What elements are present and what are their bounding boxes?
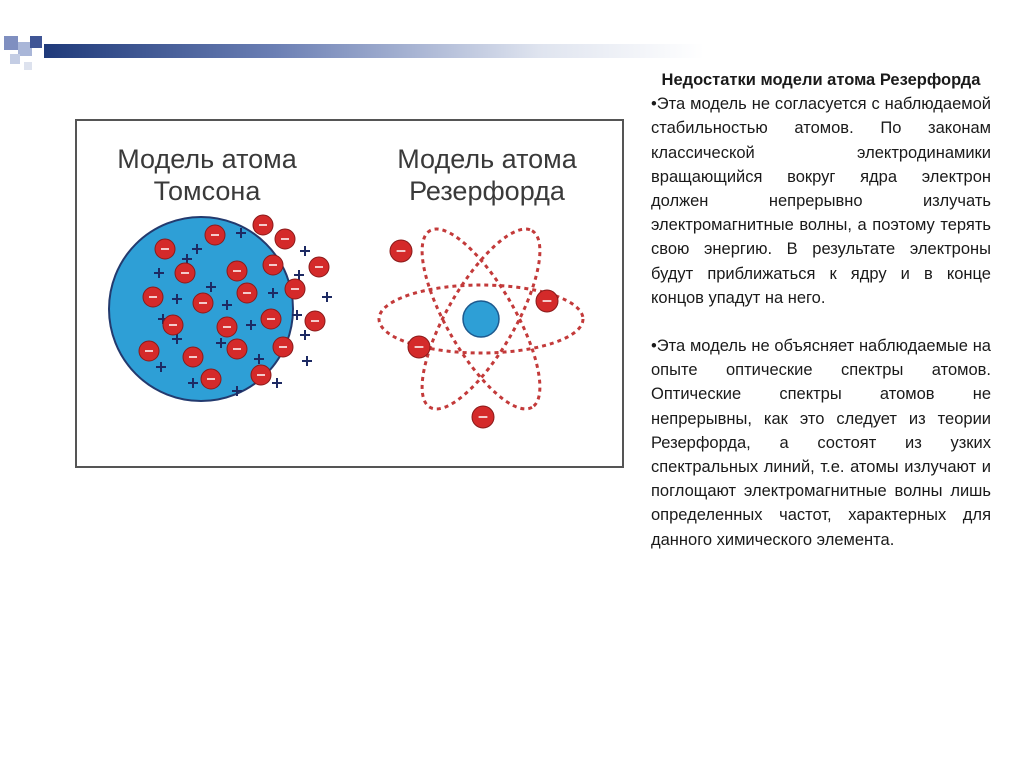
electron bbox=[261, 309, 281, 329]
electron bbox=[205, 225, 225, 245]
header-gradient-bar bbox=[44, 44, 704, 58]
thomson-caption-line2: Томсона bbox=[153, 176, 261, 206]
electron bbox=[273, 337, 293, 357]
electron bbox=[227, 339, 247, 359]
plus-sign bbox=[302, 356, 312, 366]
plus-sign bbox=[322, 292, 332, 302]
electron bbox=[251, 365, 271, 385]
plus-sign bbox=[300, 330, 310, 340]
rutherford-caption-line2: Резерфорда bbox=[409, 176, 565, 206]
electron bbox=[253, 215, 273, 235]
corner-square bbox=[30, 36, 42, 48]
electron bbox=[390, 240, 412, 262]
electron bbox=[309, 257, 329, 277]
electron bbox=[305, 311, 325, 331]
electron bbox=[193, 293, 213, 313]
electron bbox=[263, 255, 283, 275]
rutherford-caption bbox=[372, 143, 602, 207]
electron bbox=[275, 229, 295, 249]
thomson-caption-line1: Модель атома bbox=[117, 144, 297, 174]
paragraph-spectra: •Эта модель не объясняет наблюдаемые на опыте оптические спектры атомов. Оптические спектры атомов не непрерывны, как это следует из теории Резерфорда, а состоят из узких спектральных линий, т.е. атомы излучают и поглощают электромагнитные волны лишь определенных частот, характерных для данного химического элемента. bbox=[651, 337, 991, 549]
electron bbox=[183, 347, 203, 367]
plus-sign bbox=[294, 270, 304, 280]
electron bbox=[163, 315, 183, 335]
corner-square bbox=[10, 54, 20, 64]
corner-square bbox=[24, 62, 32, 70]
electron bbox=[139, 341, 159, 361]
thomson-caption bbox=[97, 143, 317, 207]
electron bbox=[175, 263, 195, 283]
paragraph-stability: •Эта модель не согласуется с наблюдаемой стабильностью атомов. По законам классической электродинамики вращающийся вокруг ядра электрон должен непрерывно излучать электромагнитные волны, а поэтому терять свою энергию. В результате электроны будут приближаться к ядру и в конце концов упадут на него. bbox=[651, 95, 991, 307]
electron bbox=[143, 287, 163, 307]
electron bbox=[217, 317, 237, 337]
electron bbox=[408, 336, 430, 358]
plus-sign bbox=[300, 246, 310, 256]
rutherford-nucleus bbox=[463, 301, 499, 337]
electron bbox=[472, 406, 494, 428]
electron bbox=[237, 283, 257, 303]
electron bbox=[536, 290, 558, 312]
rutherford-caption-line1: Модель атома bbox=[397, 144, 577, 174]
corner-square bbox=[4, 36, 18, 50]
corner-square bbox=[18, 42, 32, 56]
atom-models-figure bbox=[75, 119, 624, 468]
electron bbox=[155, 239, 175, 259]
panel-title: Недостатки модели атома Резерфорда bbox=[661, 71, 981, 89]
electron bbox=[201, 369, 221, 389]
electron bbox=[285, 279, 305, 299]
plus-sign bbox=[272, 378, 282, 388]
paragraph-gap bbox=[651, 310, 991, 334]
electron bbox=[227, 261, 247, 281]
text-panel bbox=[651, 68, 991, 552]
